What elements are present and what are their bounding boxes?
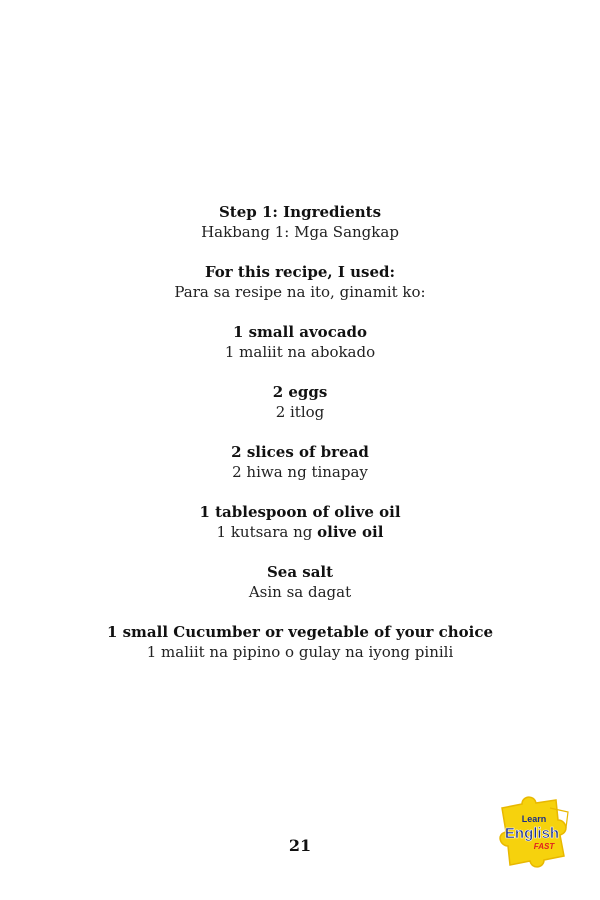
english-heading: Step 1: Ingredients bbox=[218, 203, 382, 221]
logo-english-text: English bbox=[504, 825, 560, 842]
english-ingredient: 1 tablespoon of olive oil bbox=[199, 503, 401, 521]
ingredient-item bbox=[0, 623, 600, 662]
english-ingredient: 1 small Cucumber or vegetable of your choice bbox=[106, 623, 494, 641]
tagalog-ingredient: Asin sa dagat bbox=[248, 583, 352, 601]
tagalog-ingredient: 1 maliit na abokado bbox=[224, 343, 376, 361]
logo-learn-text: Learn bbox=[521, 814, 547, 824]
heading-pair bbox=[0, 203, 600, 242]
logo-fast-text: FAST bbox=[533, 842, 555, 851]
ingredient-item bbox=[0, 443, 600, 482]
tagalog-ingredient: 1 maliit na pipino o gulay na iyong pinili bbox=[146, 643, 454, 661]
tagalog-ingredient bbox=[0, 522, 600, 542]
tagalog-ingredient: 2 hiwa ng tinapay bbox=[232, 463, 368, 481]
english-ingredient: 2 slices of bread bbox=[231, 443, 369, 461]
english-ingredient: Sea salt bbox=[266, 563, 334, 581]
english-intro: For this recipe, I used: bbox=[204, 263, 396, 281]
tagalog-ingredient: 2 itlog bbox=[275, 403, 325, 421]
tagalog-heading: Hakbang 1: Mga Sangkap bbox=[201, 223, 399, 241]
english-ingredient: 2 eggs bbox=[272, 383, 328, 401]
learn-english-fast-logo bbox=[488, 790, 580, 882]
tagalog-intro: Para sa resipe na ito, ginamit ko: bbox=[174, 283, 426, 301]
tagalog-ingredient-bold: olive oil bbox=[317, 523, 384, 541]
ingredients-section bbox=[0, 203, 600, 683]
page-number: 21 bbox=[288, 836, 312, 855]
english-ingredient: 1 small avocado bbox=[232, 323, 368, 341]
ingredient-item bbox=[0, 503, 600, 542]
ingredient-item bbox=[0, 563, 600, 602]
ingredient-item bbox=[0, 323, 600, 362]
ingredient-item bbox=[0, 383, 600, 422]
intro-pair bbox=[0, 263, 600, 302]
tagalog-ingredient-prefix: 1 kutsara ng bbox=[216, 523, 318, 541]
